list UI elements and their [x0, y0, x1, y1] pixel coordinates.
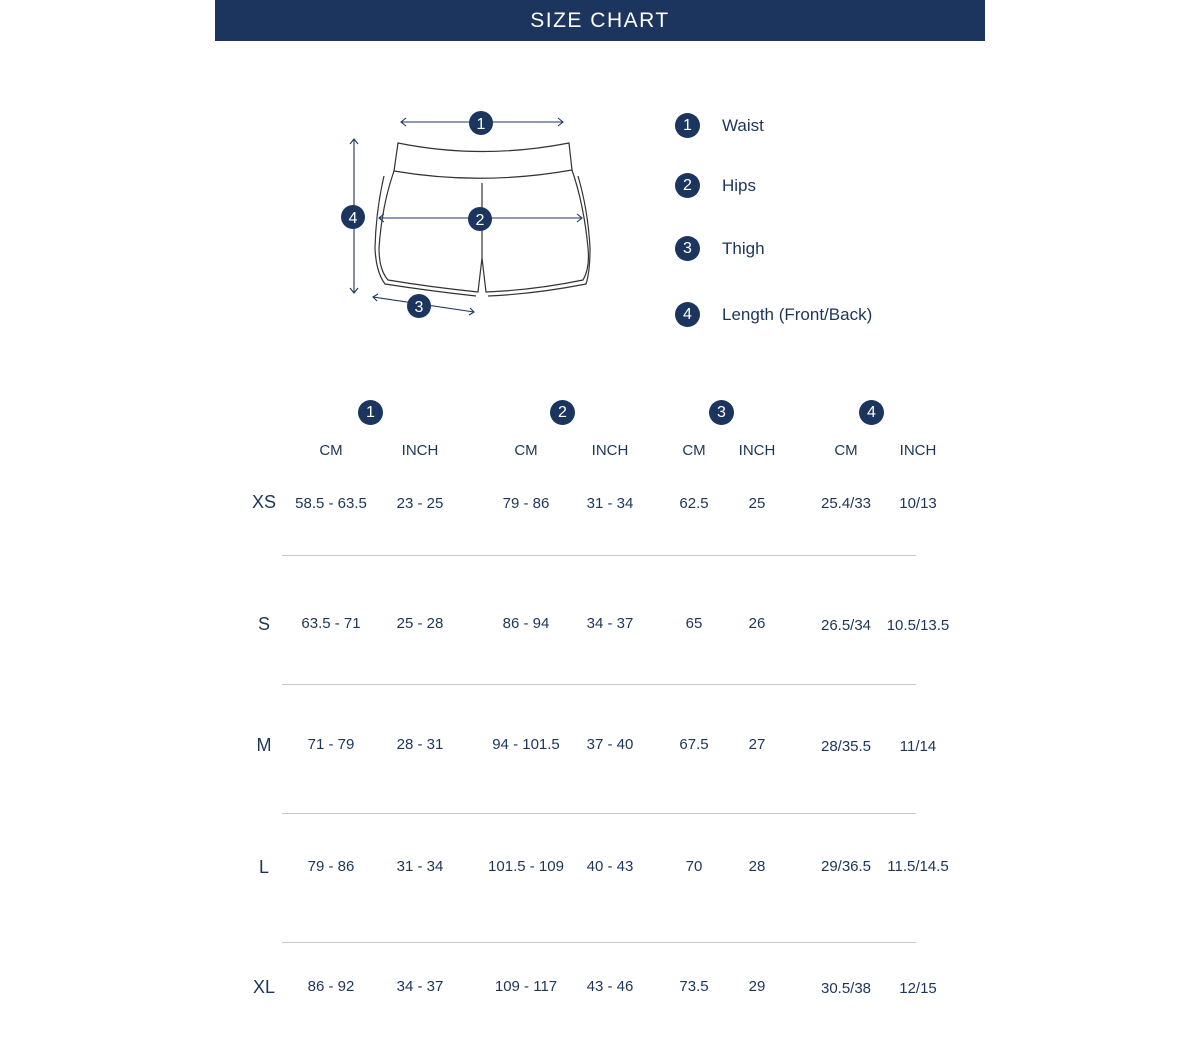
svg-text:4: 4	[348, 210, 358, 227]
size-label-l: L	[258, 857, 270, 877]
unit-header: CM	[682, 442, 706, 459]
table-cell: 101.5 - 109	[488, 858, 564, 875]
unit-header: INCH	[899, 442, 937, 459]
shorts-body-outline	[379, 170, 588, 292]
table-cell: 86 - 92	[307, 978, 355, 995]
table-cell: 26.5/34	[820, 617, 872, 634]
legend-label: Hips	[722, 175, 757, 195]
marker-thigh	[407, 294, 431, 318]
row-divider	[282, 684, 916, 685]
legend-label: Length (Front/Back)	[722, 304, 873, 324]
unit-header: CM	[834, 442, 858, 459]
right-seam-line	[488, 176, 590, 296]
table-cell: 34 - 37	[396, 978, 444, 995]
table-cell: 79 - 86	[307, 858, 355, 875]
table-cell: 29/36.5	[820, 858, 872, 875]
table-cell: 94 - 101.5	[492, 736, 560, 753]
waistband-outline	[394, 143, 572, 178]
table-cell: 28/35.5	[820, 738, 872, 755]
unit-header: INCH	[591, 442, 629, 459]
measurement-legend	[675, 100, 935, 340]
marker-hips	[468, 207, 492, 231]
table-cell: 26	[748, 615, 766, 632]
size-label-s: S	[257, 614, 271, 634]
column-badge-length: 4	[859, 400, 884, 425]
size-label-xl: XL	[252, 977, 276, 997]
table-cell: 58.5 - 63.5	[295, 495, 367, 512]
left-seam-line	[375, 176, 476, 296]
table-cell: 40 - 43	[586, 858, 634, 875]
svg-text:3: 3	[414, 299, 424, 316]
legend-label: Thigh	[722, 238, 765, 258]
marker-waist	[469, 111, 493, 135]
table-cell: 11/14	[899, 738, 937, 755]
table-cell: 65	[685, 615, 703, 632]
legend-item-hips	[675, 173, 756, 198]
table-cell: 28	[748, 858, 766, 875]
unit-header: CM	[319, 442, 343, 459]
table-cell: 70	[685, 858, 703, 875]
unit-header: CM	[514, 442, 538, 459]
table-cell: 31 - 34	[586, 495, 634, 512]
legend-item-length	[675, 302, 872, 327]
legend-label: Waist	[722, 115, 764, 135]
column-badge-thigh: 3	[709, 400, 734, 425]
table-cell: 73.5	[679, 978, 709, 995]
size-chart-header	[215, 0, 985, 41]
shorts-measurement-diagram	[330, 100, 610, 330]
table-cell: 62.5	[679, 495, 709, 512]
table-cell: 25 - 28	[396, 615, 444, 632]
table-cell: 25	[748, 495, 766, 512]
table-cell: 10/13	[899, 495, 937, 512]
table-cell: 67.5	[679, 736, 709, 753]
svg-text:1: 1	[476, 116, 486, 133]
table-cell: 63.5 - 71	[301, 615, 361, 632]
table-cell: 86 - 94	[502, 615, 550, 632]
table-cell: 12/15	[899, 980, 937, 997]
table-cell: 31 - 34	[396, 858, 444, 875]
svg-text:2: 2	[475, 212, 485, 229]
size-label-xs: XS	[251, 492, 277, 512]
table-cell: 79 - 86	[502, 495, 550, 512]
table-cell: 109 - 117	[494, 978, 558, 995]
table-cell: 27	[748, 736, 766, 753]
table-cell: 30.5/38	[820, 980, 872, 997]
legend-item-waist	[675, 113, 764, 138]
size-label-m: M	[256, 735, 272, 755]
table-cell: 71 - 79	[307, 736, 355, 753]
table-cell: 43 - 46	[586, 978, 634, 995]
number-badge: 3	[675, 236, 700, 261]
marker-length	[341, 205, 365, 229]
number-badge: 2	[675, 173, 700, 198]
column-badge-hips: 2	[550, 400, 575, 425]
table-cell: 23 - 25	[396, 495, 444, 512]
number-badge: 4	[675, 302, 700, 327]
table-cell: 28 - 31	[396, 736, 444, 753]
table-cell: 34 - 37	[586, 615, 634, 632]
table-cell: 11.5/14.5	[887, 858, 949, 875]
legend-item-thigh	[675, 236, 765, 261]
unit-header: INCH	[401, 442, 439, 459]
number-badge: 1	[675, 113, 700, 138]
unit-header: INCH	[738, 442, 776, 459]
table-cell: 29	[748, 978, 766, 995]
row-divider	[282, 555, 916, 556]
table-cell: 10.5/13.5	[886, 617, 950, 634]
column-badge-waist: 1	[358, 400, 383, 425]
row-divider	[282, 813, 916, 814]
row-divider	[282, 942, 916, 943]
table-cell: 37 - 40	[586, 736, 634, 753]
page-title: SIZE CHART	[530, 8, 670, 32]
table-cell: 25.4/33	[820, 495, 872, 512]
